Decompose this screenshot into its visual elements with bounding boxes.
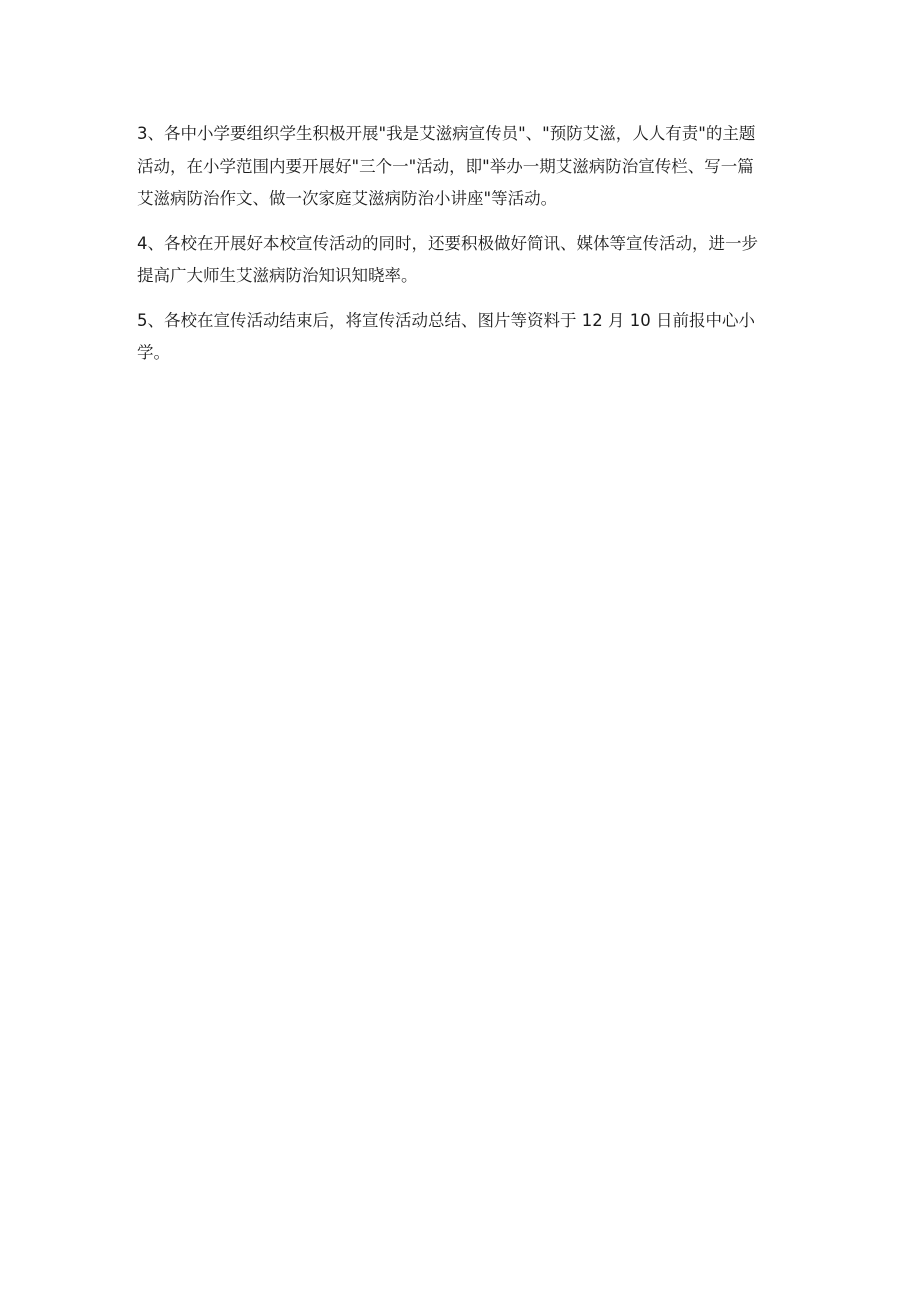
text-line: 艾滋病防治作文、做一次家庭艾滋病防治小讲座"等活动。 <box>137 189 558 208</box>
text-line: 4、各校在开展好本校宣传活动的同时，还要积极做好简讯、媒体等宣传活动，进一步 <box>137 233 758 253</box>
paragraph-item-3 <box>137 118 787 216</box>
text-line: 5、各校在宣传活动结束后，将宣传活动总结、图片等资料于 12 月 10 日前报中心小 <box>137 310 755 330</box>
text-line: 学。 <box>137 343 170 362</box>
text-line: 3、各中小学要组织学生积极开展"我是艾滋病宣传员"、"预防艾滋，人人有责"的主题 <box>137 124 756 143</box>
document-body <box>137 118 787 382</box>
text-line: 活动，在小学范围内要开展好"三个一"活动，即"举办一期艾滋病防治宣传栏、写一篇 <box>137 156 754 176</box>
text-line: 提高广大师生艾滋病防治知识知晓率。 <box>137 266 418 285</box>
paragraph-item-4 <box>137 228 787 293</box>
paragraph-item-5 <box>137 305 787 370</box>
